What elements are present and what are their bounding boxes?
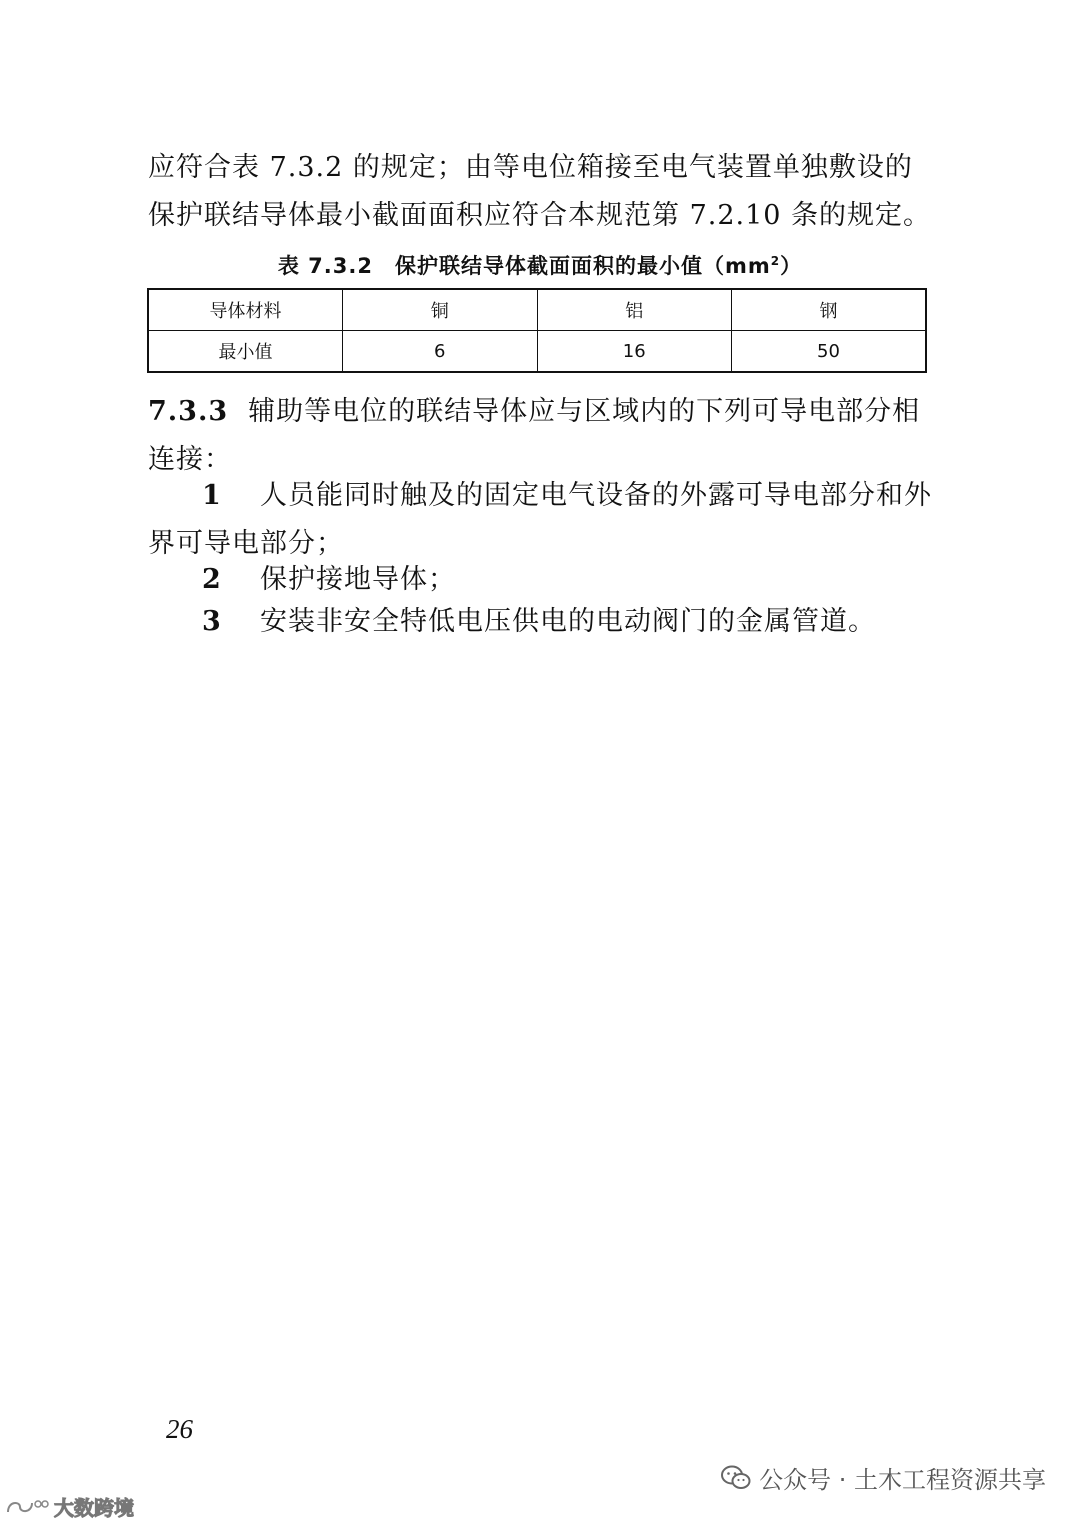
table-cell: 最小值: [148, 331, 343, 373]
list-item-text: 安装非安全特低电压供电的电动阀门的金属管道。: [260, 606, 876, 637]
list-item: [148, 472, 938, 568]
page-number: 26: [166, 1414, 193, 1444]
table-caption-superscript: 2: [770, 254, 781, 268]
table-row: [148, 331, 926, 373]
table-cell: 16: [537, 331, 732, 373]
table-header-cell: 铜: [343, 289, 538, 331]
body-paragraph: 应符合表 7.3.2 的规定；由等电位箱接至电气装置单独敷设的保护联结导体最小截面面积应符合本规范第 7.2.10 条的规定。: [148, 152, 932, 231]
corner-watermark: [4, 1492, 134, 1521]
list-item-number: 2: [202, 564, 222, 595]
table-header-row: [148, 289, 926, 331]
table-caption-close: ）: [780, 254, 803, 278]
table-header-cell: 导体材料: [148, 289, 343, 331]
table-header-cell: 钢: [732, 289, 927, 331]
table-cell: 50: [732, 331, 927, 373]
list-item: [148, 556, 938, 604]
footer-watermark: [721, 1460, 1046, 1495]
footer-watermark-text: 公众号 · 土木工程资源共享: [759, 1466, 1046, 1494]
table-caption: [0, 250, 1080, 280]
list-item-number: 1: [202, 480, 222, 511]
clause-paragraph: [148, 388, 938, 484]
list-item-number: 3: [202, 606, 222, 637]
corner-watermark-text: 大数跨境: [54, 1496, 134, 1520]
list-item: [148, 598, 938, 646]
brand-logo-icon: [4, 1497, 50, 1517]
table-cell: 6: [343, 331, 538, 373]
clause-text: 辅助等电位的联结导体应与区域内的下列可导电部分相连接：: [148, 396, 921, 475]
clause-number: 7.3.3: [148, 396, 229, 427]
wechat-icon: [721, 1465, 751, 1491]
list-item-text: 人员能同时触及的固定电气设备的外露可导电部分和外界可导电部分；: [148, 480, 932, 559]
table-caption-text: 表 7.3.2 保护联结导体截面面积的最小值（mm: [277, 254, 771, 278]
table-header-cell: 铝: [537, 289, 732, 331]
list-item-text: 保护接地导体；: [260, 564, 456, 595]
min-cross-section-table: [147, 288, 927, 373]
